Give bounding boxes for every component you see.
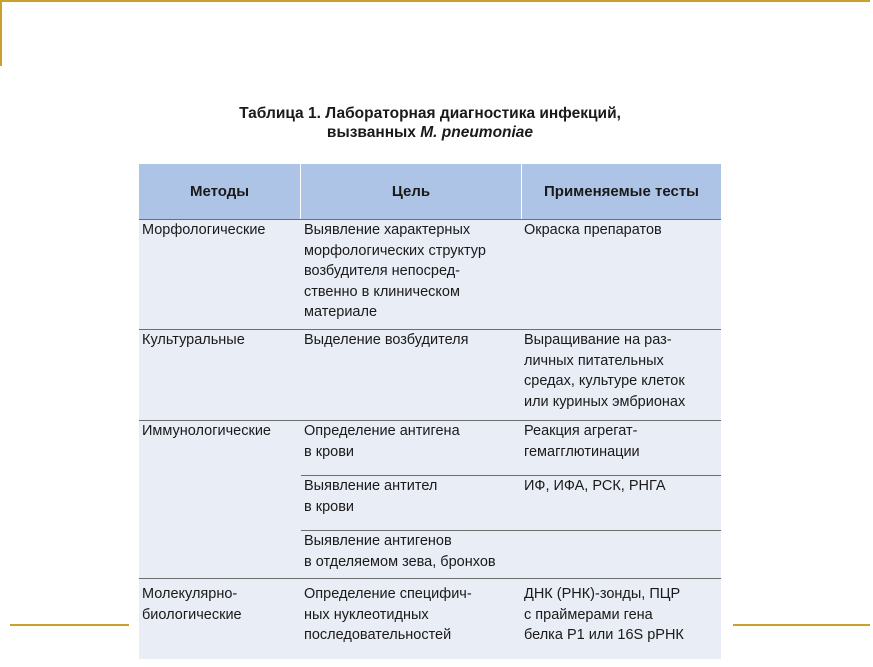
cell-goal: Выявление антигенов в отделяемом зева, бронхов	[304, 533, 496, 570]
species-name: M. pneumoniae	[420, 124, 534, 141]
header-tests: Применяемые тесты	[522, 164, 721, 219]
decorative-bottom-left-line	[10, 624, 129, 626]
cell-tests: Реакция агрегат- гемагглютинации	[524, 423, 640, 460]
table-caption-prefix: вызванных	[326, 124, 421, 141]
cell-tests: Выращивание на раз- личных питательных средах, культуре клеток или куриных эмбрионах	[524, 332, 686, 410]
cell-goal: Определение антигена в крови	[304, 423, 460, 460]
cell-method: Культуральные	[142, 332, 245, 348]
table-caption	[140, 104, 720, 142]
cell-goal: Выявление характерных морфологических структур возбудителя непосред- ственно в клиническом материале	[304, 222, 486, 320]
cell-goal: Выявление антител в крови	[304, 478, 438, 515]
cell-tests: ДНК (РНК)-зонды, ПЦР с праймерами гена белка Р1 или 16S рРНК	[524, 586, 684, 643]
cell-goal: Выделение возбудителя	[304, 332, 469, 348]
table-caption-line-1: Таблица 1. Лабораторная диагностика инфекций,	[239, 105, 621, 122]
cell-goal: Определение специфич- ных нуклеотидных последовательностей	[304, 586, 472, 643]
diagnostics-table	[139, 164, 721, 659]
header-divider	[300, 164, 301, 219]
decorative-top-line	[0, 0, 870, 2]
cell-tests: ИФ, ИФА, РСК, РНГА	[524, 478, 666, 494]
row-divider	[139, 578, 721, 579]
cell-method: Молекулярно- биологические	[142, 586, 242, 623]
decorative-left-line	[0, 0, 2, 66]
cell-method: Морфологические	[142, 222, 266, 238]
cell-method: Иммунологические	[142, 423, 271, 439]
cell-tests: Окраска препаратов	[524, 222, 662, 238]
header-goal: Цель	[301, 164, 521, 219]
table-caption-line-2	[140, 123, 720, 142]
header-divider	[521, 164, 522, 219]
header-methods: Методы	[139, 164, 300, 219]
decorative-bottom-right-line	[733, 624, 870, 626]
